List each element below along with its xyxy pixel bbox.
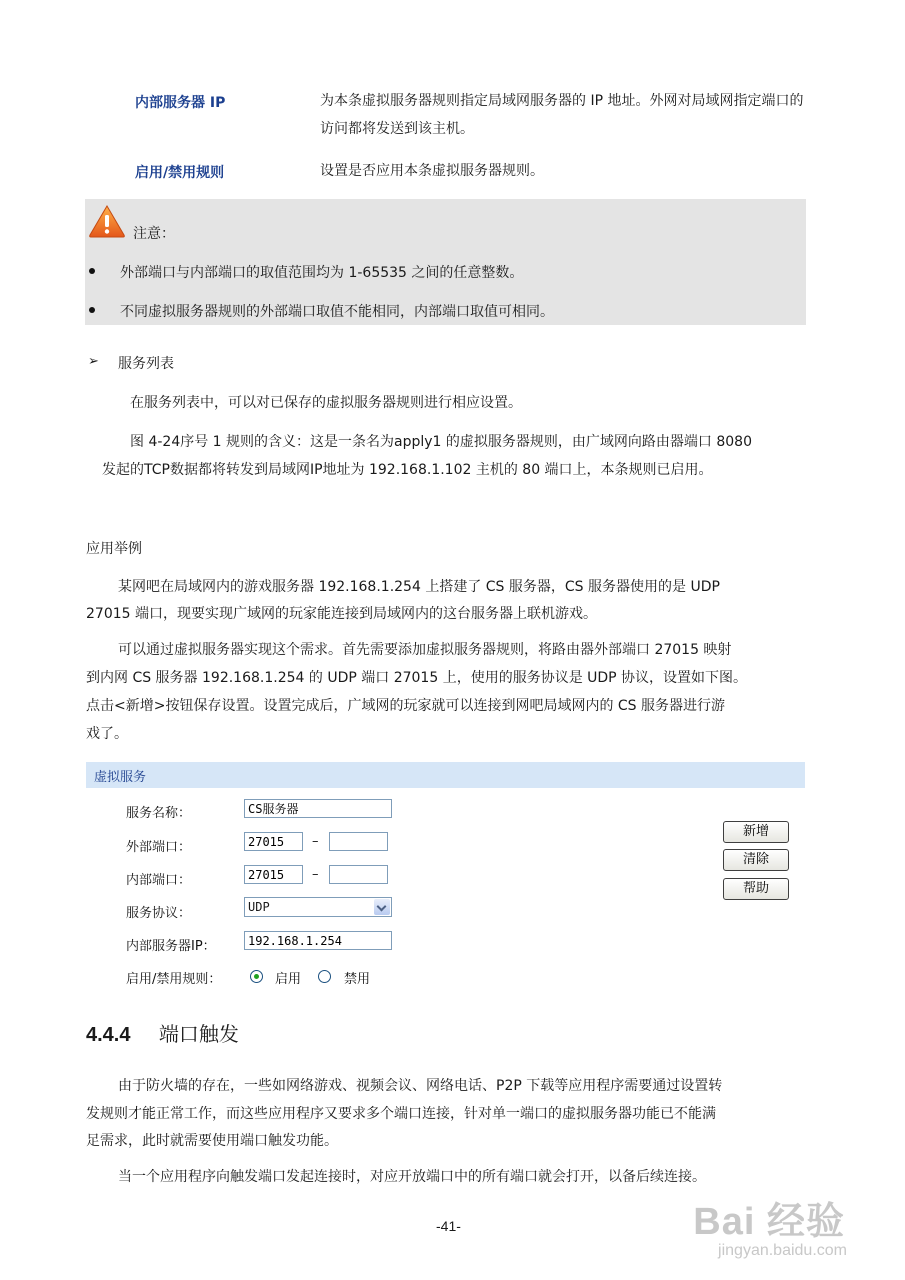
warning-icon [88, 204, 126, 238]
bullet-icon [89, 307, 95, 313]
label-service-name: 服务名称： [126, 806, 192, 821]
def-term-server-ip: 内部服务器 IP [135, 95, 226, 111]
clear-button[interactable]: 清除 [723, 849, 789, 871]
protocol-select[interactable] [244, 897, 392, 917]
example-para-2b: 到内网 CS 服务器 192.168.1.254 的 UDP 端口 27015 上，使用的服务协议是 UDP 协议，设置如下图。 [86, 670, 748, 686]
section-para-1c: 足需求，此时就需要使用端口触发功能。 [86, 1133, 338, 1149]
def-term-toggle: 启用/禁用规则 [135, 165, 225, 181]
page-number: -41- [436, 1218, 461, 1234]
label-internal-port: 内部端口： [126, 873, 192, 888]
port-range-dash: – [312, 834, 319, 849]
section-title: 端口触发 [158, 1022, 239, 1046]
enable-radio-label[interactable]: 启用 [275, 972, 302, 987]
chevron-down-icon[interactable] [374, 899, 390, 915]
help-button[interactable]: 帮助 [723, 878, 789, 900]
label-toggle-rule: 启用/禁用规则： [126, 972, 222, 987]
label-server-ip: 内部服务器IP： [126, 939, 216, 954]
example-para-2c: 点击<新增>按钮保存设置。设置完成后，广域网的玩家就可以连接到网吧局域网内的 CS 服务器进行游 [86, 698, 726, 714]
service-name-input[interactable]: CS服务器 [244, 799, 392, 818]
service-list-para-2b: 发起的TCP数据都将转发到局域网IP地址为 192.168.1.102 主机的 80 端口上，本条规则已启用。 [102, 462, 713, 478]
service-list-para-2a: 图 4-24序号 1 规则的含义：这是一条名为apply1 的虚拟服务器规则，由广域网向路由器端口 8080 [130, 434, 752, 450]
label-external-port: 外部端口： [126, 840, 192, 855]
section-heading [86, 1018, 239, 1047]
example-para-2a: 可以通过虚拟服务器实现这个需求。首先需要添加虚拟服务器规则，将路由器外部端口 27015 映射 [118, 642, 732, 658]
disable-radio[interactable] [318, 970, 331, 983]
example-para-1a: 某网吧在局域网内的游戏服务器 192.168.1.254 上搭建了 CS 服务器，CS 服务器使用的是 UDP [118, 579, 720, 595]
external-port-end-input[interactable] [329, 832, 388, 851]
port-range-dash: – [312, 867, 319, 882]
protocol-select-value: UDP [248, 900, 270, 914]
internal-port-end-input[interactable] [329, 865, 388, 884]
internal-port-start-input[interactable]: 27015 [244, 865, 303, 884]
form-header-title: 虚拟服务 [94, 770, 147, 785]
disable-radio-label[interactable]: 禁用 [344, 972, 371, 987]
enable-radio[interactable] [250, 970, 263, 983]
watermark-url: jingyan.baidu.com [718, 1242, 847, 1259]
service-list-heading: 服务列表 [118, 356, 174, 372]
section-para-1a: 由于防火墙的存在，一些如网络游戏、视频会议、网络电话、P2P 下载等应用程序需要通过设置转 [118, 1078, 723, 1094]
section-para-2: 当一个应用程序向触发端口发起连接时，对应开放端口中的所有端口就会打开，以备后续连接。 [118, 1169, 706, 1185]
add-button[interactable]: 新增 [723, 821, 789, 843]
example-para-1b: 27015 端口，现要实现广域网的玩家能连接到局域网内的这台服务器上联机游戏。 [86, 606, 597, 622]
note-item-1: 外部端口与内部端口的取值范围均为 1-65535 之间的任意整数。 [120, 265, 524, 281]
example-para-2d: 戏了。 [86, 726, 128, 742]
note-item-2: 不同虚拟服务器规则的外部端口取值不能相同，内部端口取值可相同。 [120, 304, 554, 320]
note-title: 注意： [133, 226, 175, 242]
arrow-bullet-icon: ➢ [88, 354, 99, 369]
watermark-logo: Bai 经验 [693, 1201, 845, 1243]
label-protocol: 服务协议： [126, 906, 192, 921]
bullet-icon [89, 268, 95, 274]
server-ip-input[interactable]: 192.168.1.254 [244, 931, 392, 950]
service-list-para-1: 在服务列表中，可以对已保存的虚拟服务器规则进行相应设置。 [130, 395, 522, 411]
def-desc-toggle: 设置是否应用本条虚拟服务器规则。 [320, 163, 544, 179]
section-para-1b: 发规则才能正常工作，而这些应用程序又要求多个端口连接，针对单一端口的虚拟服务器功能已不能满 [86, 1106, 716, 1122]
section-number: 4.4.4 [86, 1024, 131, 1046]
example-heading: 应用举例 [86, 541, 142, 557]
form-header [86, 762, 805, 788]
external-port-start-input[interactable]: 27015 [244, 832, 303, 851]
def-desc-server-ip: 为本条虚拟服务器规则指定局域网服务器的 IP 地址。外网对局域网指定端口的访问都将发送到该主机。 [320, 93, 804, 137]
